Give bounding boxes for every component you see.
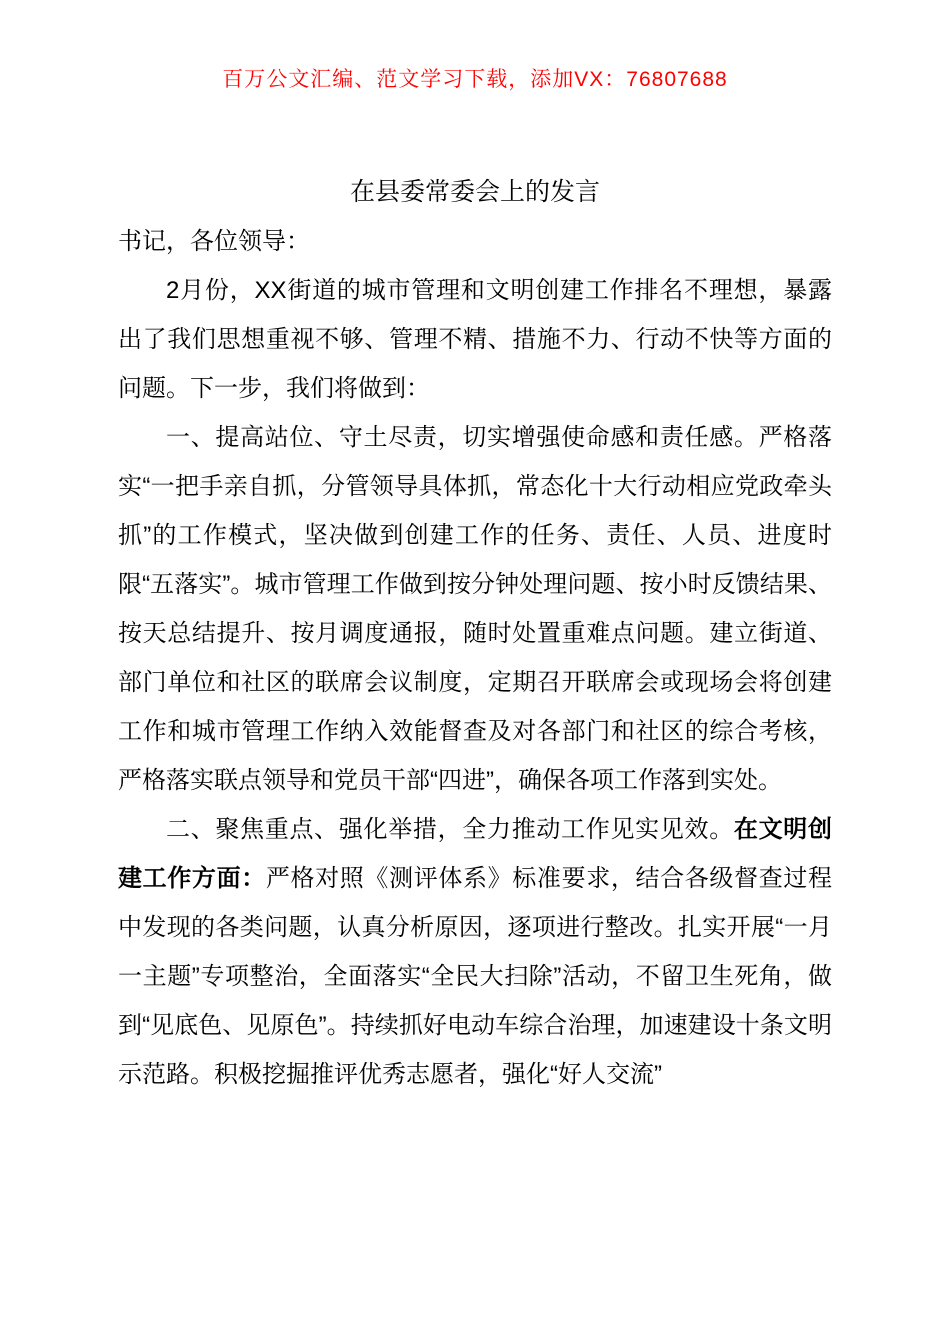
document-body — [118, 217, 832, 1099]
paragraph-segment-bold: 在文明创建工作方面： — [118, 816, 832, 892]
promo-header-text: 百万公文汇编、范文学习下载，添加VX：76807688 — [222, 68, 728, 91]
paragraph-segment: 书记，各位领导： — [118, 228, 310, 255]
paragraph — [118, 266, 832, 413]
paragraph-segment: 一、提高站位、守土尽责，切实增强使命感和责任感。严格落实“一把手亲自抓，分管领导具体抓，常态化十大行动相应党政牵头抓”的工作模式，坚决做到创建工作的任务、责任、人员、进度时限“五落实”。城市管理工作做到按分钟处理问题、按小时反馈结果、按天总结提升、按月调度通报，随时处置重难点问题。建立街道、部门单位和社区的联席会议制度，定期召开联席会或现场会将创建工作和城市管理工作纳入效能督查及对各部门和社区的综合考核，严格落实联点领导和党员干部“四进”，确保各项工作落到实处。 — [118, 424, 832, 794]
document-title: 在县委常委会上的发言 — [349, 178, 600, 206]
document-content — [118, 168, 832, 1099]
paragraph — [118, 805, 832, 1099]
paragraph-segment: 二、聚焦重点、强化举措，全力推动工作见实见效。 — [166, 816, 734, 843]
paragraph-segment: 2月份，XX街道的城市管理和文明创建工作排名不理想，暴露出了我们思想重视不够、管理不精、措施不力、行动不快等方面的问题。下一步，我们将做到： — [118, 277, 832, 402]
paragraph — [118, 413, 832, 805]
paragraph-segment: 严格对照《测评体系》标准要求，结合各级督查过程中发现的各类问题，认真分析原因，逐项进行整改。扎实开展“一月一主题”专项整治，全面落实“全民大扫除”活动，不留卫生死角，做到“见底色、见原色”。持续抓好电动车综合治理，加速建设十条文明示范路。积极挖掘推评优秀志愿者，强化“好人交流” — [118, 865, 833, 1088]
paragraph — [118, 217, 832, 266]
